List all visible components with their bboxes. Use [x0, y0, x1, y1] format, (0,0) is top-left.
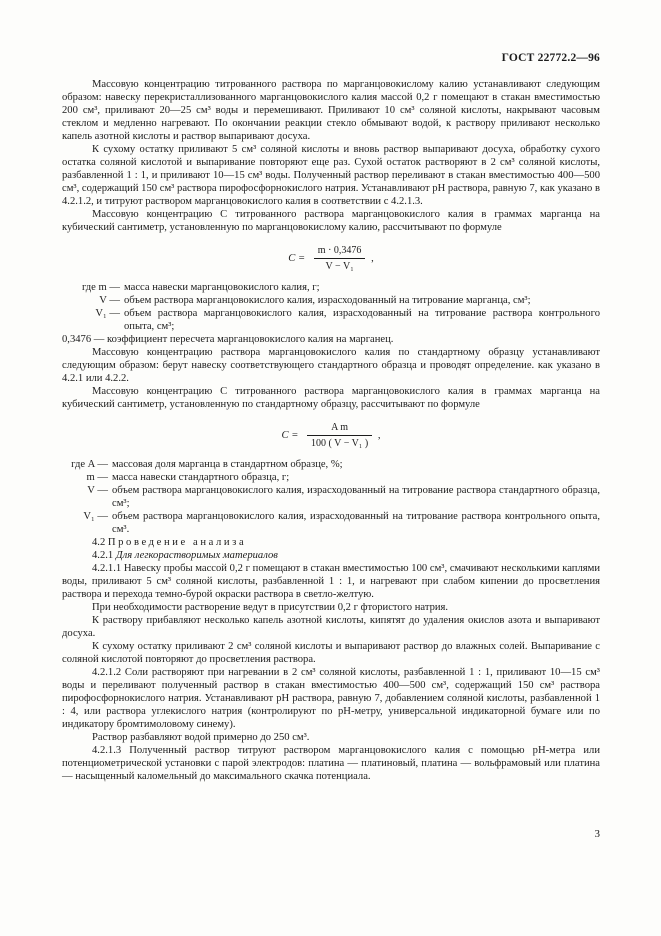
definition-term: V₁ — — [83, 511, 108, 522]
section-heading-4-2 — [62, 536, 600, 549]
section-title: Проведение анализа — [107, 537, 247, 548]
definition-desc: массовая доля марганца в стандартном образце, %; — [112, 459, 343, 470]
formula-numerator: m · 0,3476 — [314, 244, 366, 259]
definition-item — [62, 458, 600, 471]
definition-list — [62, 281, 600, 333]
formula-lhs: C = — [281, 430, 299, 441]
definition-desc: объем раствора марганцовокислого калия, израсходованный на титрование раствора контрольного опыта, см³; — [124, 308, 600, 332]
document-body — [62, 78, 600, 783]
formula-tail: , — [371, 253, 374, 264]
paragraph: К раствору прибавляют несколько капель азотной кислоты, кипятят до удаления окислов азота и выпаривают досуха. — [62, 615, 600, 639]
definition-term: где m — — [81, 282, 120, 293]
formula-denominator: V − V₁ — [325, 261, 354, 272]
definition-term: m — — [86, 472, 108, 483]
definition-item — [62, 471, 600, 484]
section-heading-4-2-1 — [62, 549, 600, 562]
paragraph: Массовую концентрацию C титрованного раствора марганцовокислого калия в граммах марганца на кубический сантиметр, установленную по марганцовокислому калию, рассчитывают по формуле — [62, 209, 600, 233]
coefficient-note: 0,3476 — коэффициент пересчета марганцовокислого калия на марганец. — [62, 334, 394, 345]
formula-concentration-kmno4 — [62, 244, 600, 270]
definition-term: V₁ — — [95, 308, 120, 319]
formula-fraction — [314, 244, 366, 273]
formula-tail: , — [377, 430, 381, 441]
formula-numerator: A m — [307, 421, 372, 436]
definition-desc: объем раствора марганцовокислого калия, израсходованный на титрование раствора стандартного образца, см³; — [112, 485, 600, 509]
page-number: 3 — [594, 828, 600, 840]
paragraph: 4.2.1.3 Полученный раствор титруют раствором марганцовокислого калия с помощью pH-метра или потенциометрической установки с парой электродов: платина — платиновый, платина — вольфрамовый или платина — насыщенный каломельный до максимального скачка потенциала. — [62, 745, 600, 782]
definition-item — [62, 484, 600, 510]
paragraph: 4.2.1.1 Навеску пробы массой 0,2 г помещают в стакан вместимостью 100 см³, смачивают несколькими каплями воды, приливают 5 см³ соляной кислоты, разбавленной 1 : 1, и нагревают при слабом кипении до просветления раствора и перехода темно-бурой окраски раствора в светло-желтую. — [62, 563, 600, 600]
paragraph: Раствор разбавляют водой примерно до 250 см³. — [92, 732, 310, 743]
definition-term: где A — — [71, 459, 108, 470]
definition-item — [62, 307, 600, 333]
paragraph: К сухому остатку приливают 2 см³ соляной кислоты и выпаривают раствор до влажных солей. Выпаривание с соляной кислотой повторяют до просветления раствора. — [62, 641, 600, 665]
paragraph: 4.2.1.2 Соли растворяют при нагревании в 2 см³ соляной кислоты, разбавленной 1 : 1, приливают 10—15 см³ воды и переливают полученный раствор в стакан вместимостью 400—500 см³, содержащий 150 см³ раствора пирофосфорнокислого натрия. Устанавливают pH раствора, равную 7, добавлением соляной кислоты, разбавленной 1 : 4, или раствора углекислого натрия (контролируют по pH-метру, универсальной индикаторной бумаге или по индикатору бромтимоловому синему). — [62, 667, 600, 730]
document-header: ГОСТ 22772.2—96 — [501, 52, 600, 64]
formula-fraction — [307, 421, 372, 450]
definition-term: V — — [87, 485, 108, 496]
definition-item — [62, 281, 600, 294]
paragraph: Массовую концентрацию раствора марганцовокислого калия по стандартному образцу устанавливают следующим образом: берут навеску соответствующего стандартного образца и проводят определение. как указано в 4.2.1 или 4.2.2. — [62, 347, 600, 384]
formula-denominator: 100 ( V − V₁ ) — [311, 438, 369, 449]
definition-term: V — — [99, 295, 120, 306]
definition-desc: масса навески стандартного образца, г; — [112, 472, 290, 483]
document-page — [62, 0, 600, 936]
definition-item — [62, 294, 600, 307]
section-number: 4.2 — [92, 537, 106, 548]
formula-concentration-standard — [62, 421, 600, 447]
definition-desc: объем раствора марганцовокислого калия, израсходованный на титрование марганца, см³; — [124, 295, 531, 306]
paragraph: Массовую концентрацию титрованного раствора по марганцовокислому калию устанавливают следующим образом: навеску перекристаллизованного марганцовокислого калия массой 0,2 г помещают в стакан вместимостью 200 см³, приливают 20—25 см³ воды и перемешивают. Приливают 10 см³ соляной кислоты, накрывают часовым стеклом и медленно нагревают. По окончании реакции стекло обмывают водой, к раствору приливают несколько капель азотной кислоты и раствор выпаривают досуха. — [62, 79, 600, 142]
section-number: 4.2.1 — [92, 550, 114, 561]
definition-list — [62, 458, 600, 536]
paragraph: К сухому остатку приливают 5 см³ соляной кислоты и вновь раствор выпаривают досуха, обработку сухого остатка соляной кислотой и выпаривание повторяют еще раз. Сухой остаток растворяют в 2 см³ соляной кислоты, разбавленной 1 : 1, и приливают 10—15 см³ воды. Полученный раствор переливают в стакан вместимостью 400—500 см³, содержащий 150 см³ раствора пирофосфорнокислого натрия. Устанавливают pH раствора, равную 7, как указано в 4.2.1.2, и титруют раствором марганцовокислого калия в соответствии с 4.2.1.3. — [62, 144, 600, 207]
section-title: Для легкорастворимых материалов — [115, 550, 278, 561]
formula-lhs: C = — [288, 253, 306, 264]
paragraph: Массовую концентрацию C титрованного раствора марганцовокислого калия в граммах марганца на кубический сантиметр, установленную по стандартному образцу, рассчитывают по формуле — [62, 386, 600, 410]
definition-desc: масса навески марганцовокислого калия, г; — [124, 282, 320, 293]
definition-item — [62, 510, 600, 536]
paragraph: При необходимости растворение ведут в присутствии 0,2 г фтористого натрия. — [92, 602, 449, 613]
definition-desc: объем раствора марганцовокислого калия, израсходованный на титрование раствора контрольного опыта, см³. — [112, 511, 600, 535]
